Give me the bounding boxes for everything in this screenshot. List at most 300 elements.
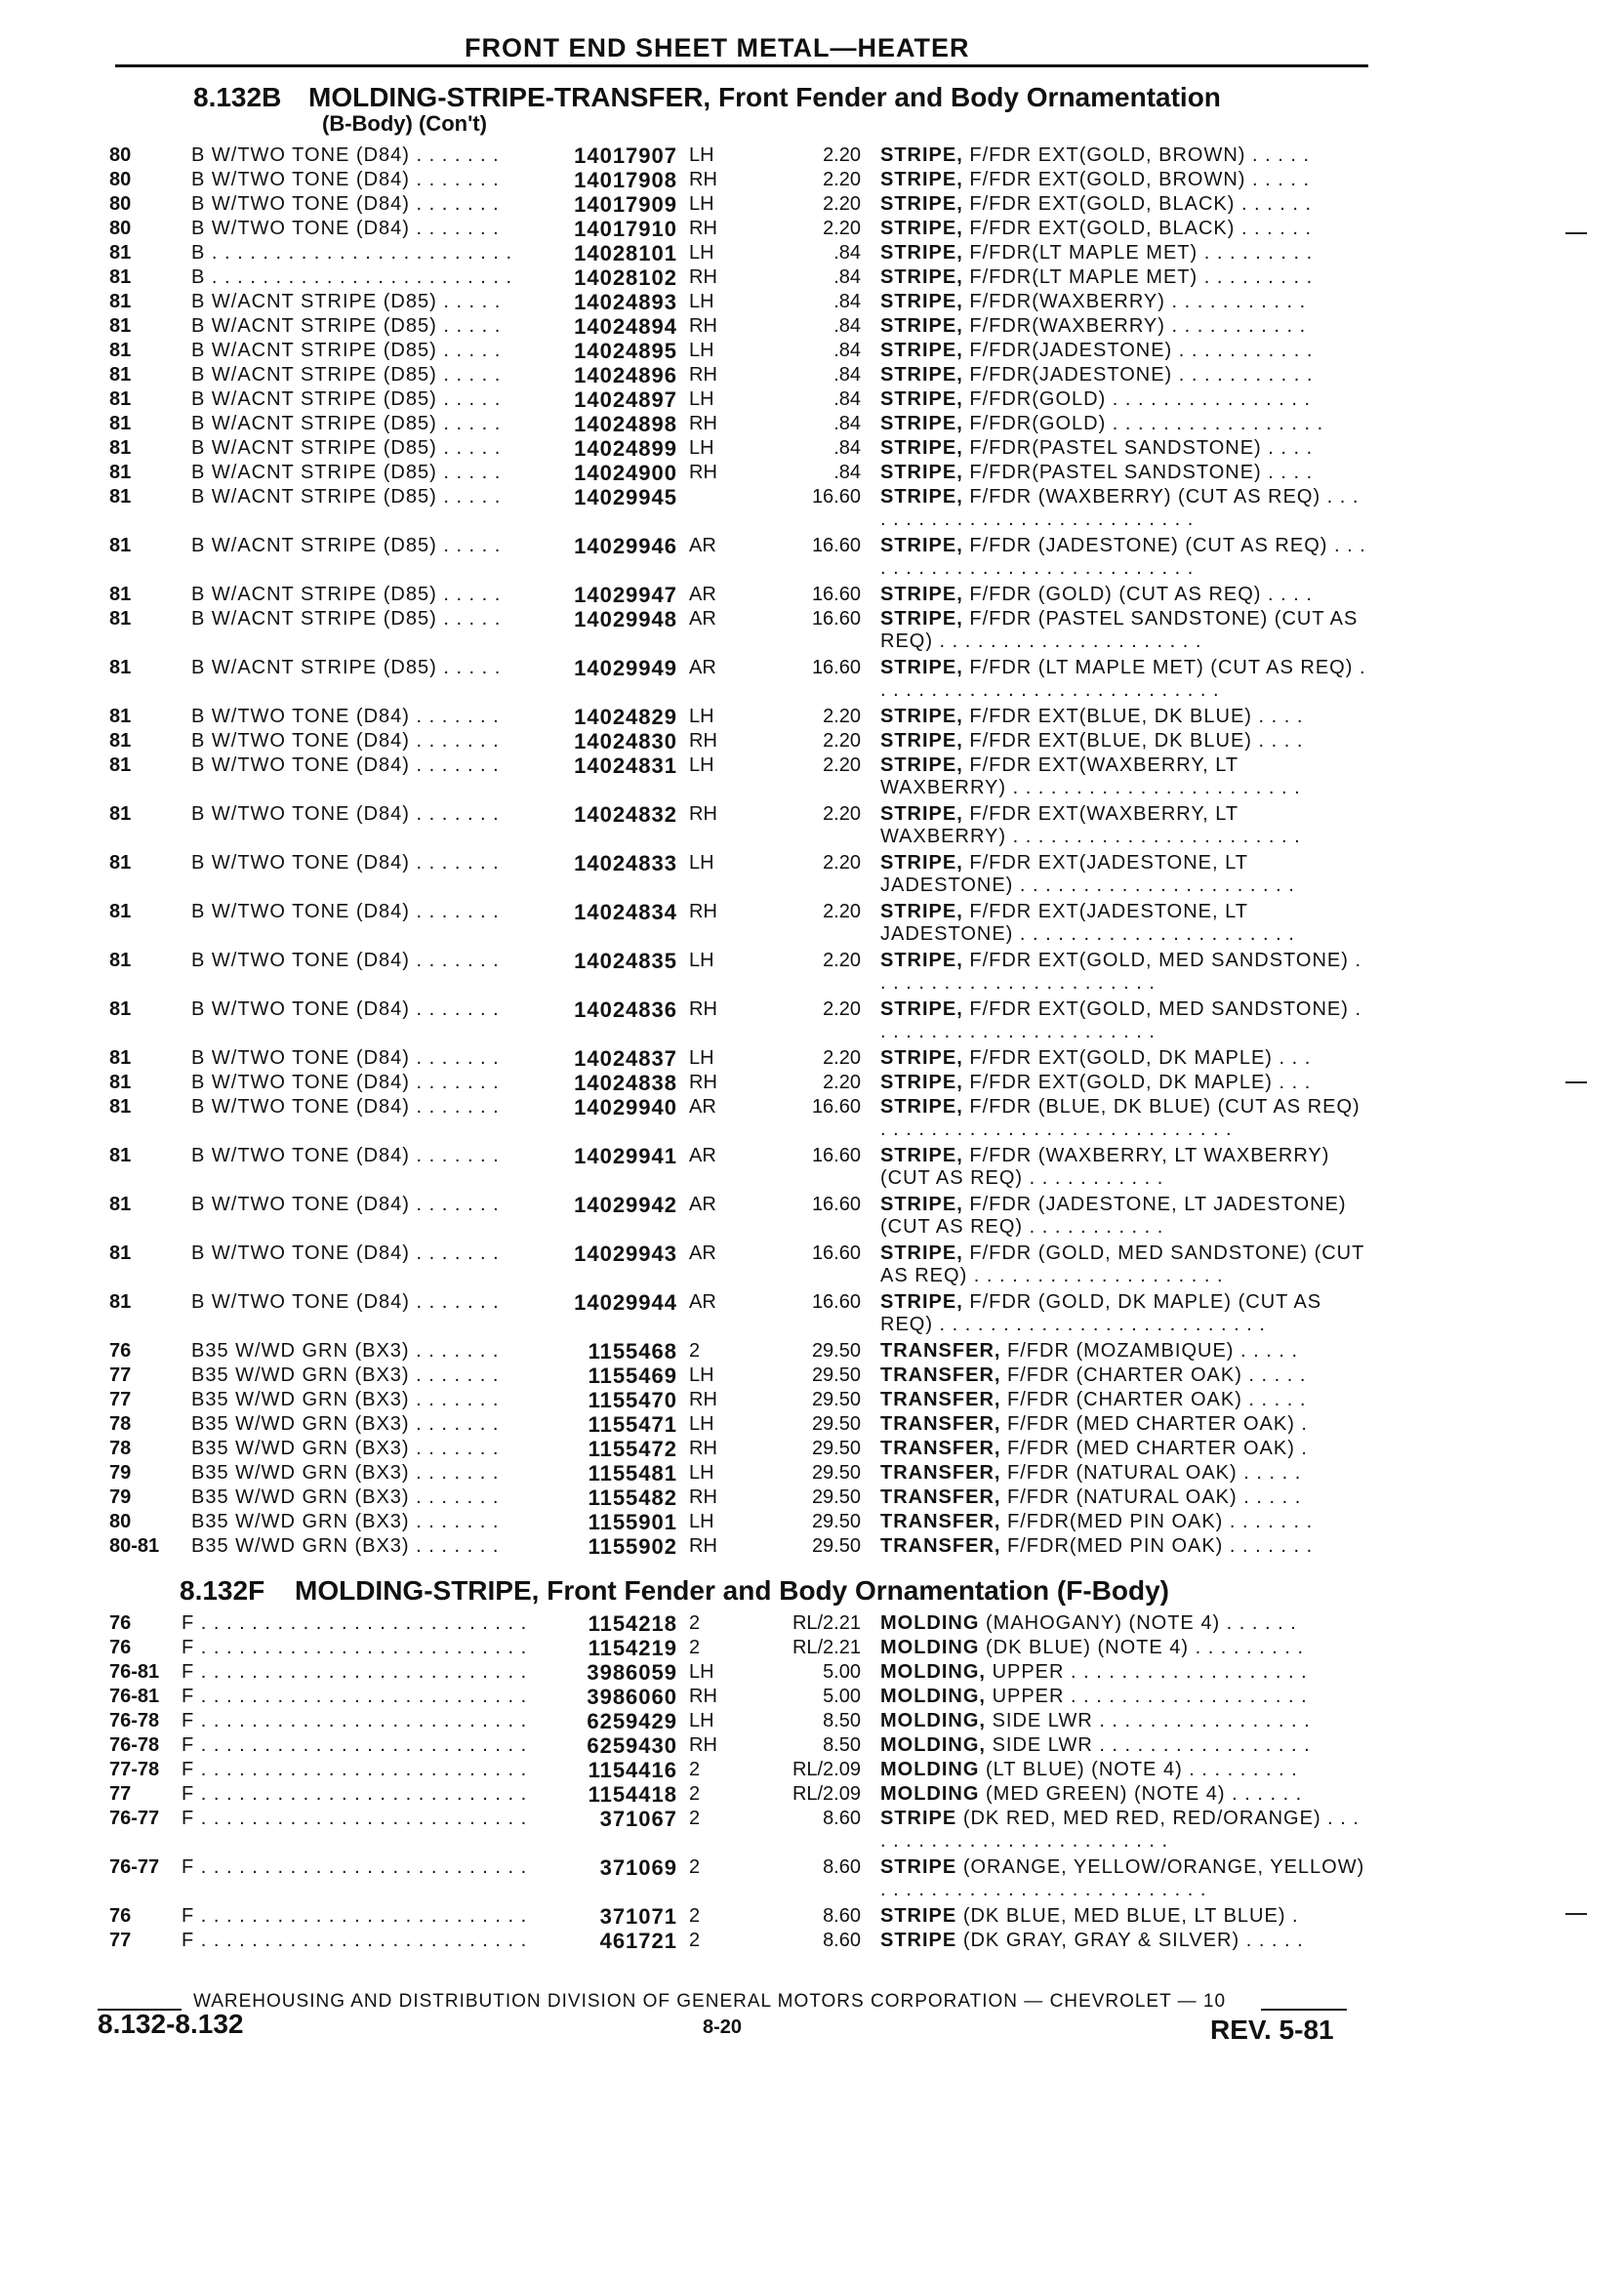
quantity-cell: RH bbox=[689, 218, 717, 239]
description-text: F/FDR EXT(GOLD, BROWN) . . . . . bbox=[969, 144, 1311, 166]
model-cell: B W/TWO TONE (D84) . . . . . . . bbox=[191, 754, 500, 776]
table-row bbox=[0, 193, 1624, 218]
description-text: F/FDR(WAXBERRY) . . . . . . . . . . . bbox=[969, 315, 1307, 337]
part-number-cell: 14024895 bbox=[574, 339, 677, 363]
model-cell: B W/ACNT STRIPE (D85) . . . . . bbox=[191, 388, 502, 410]
quantity-cell: LH bbox=[689, 706, 714, 727]
description-text: F/FDR (MED CHARTER OAK) . bbox=[1007, 1438, 1308, 1459]
description-head: TRANSFER, bbox=[880, 1511, 1001, 1532]
table-row bbox=[0, 1759, 1624, 1783]
description-cell bbox=[880, 437, 1368, 460]
description-text: F/FDR (JADESTONE) (CUT AS REQ) . . . . . . . . . . . . . . . . . . . . . . . . . . . . bbox=[880, 535, 1366, 579]
table-row bbox=[0, 901, 1624, 950]
description-cell bbox=[880, 754, 1368, 799]
price-cell: .84 bbox=[833, 266, 861, 288]
quantity-cell: LH bbox=[689, 242, 714, 264]
description-text: F/FDR (CHARTER OAK) . . . . . bbox=[1007, 1389, 1307, 1410]
price-cell: 2.20 bbox=[823, 144, 861, 166]
price-cell: 8.50 bbox=[823, 1734, 861, 1756]
description-head: STRIPE, bbox=[880, 1096, 963, 1118]
description-text: F/FDR (WAXBERRY, LT WAXBERRY) (CUT AS REQ) . . . . . . . . . . . bbox=[880, 1145, 1330, 1189]
description-text: (DK RED, MED RED, RED/ORANGE) . . . . . . . . . . . . . . . . . . . . . . . . . . bbox=[880, 1808, 1360, 1852]
model-cell: B W/ACNT STRIPE (D85) . . . . . bbox=[191, 437, 502, 459]
price-cell: 2.20 bbox=[823, 730, 861, 752]
quantity-cell: AR bbox=[689, 1291, 716, 1313]
description-text: F/FDR(WAXBERRY) . . . . . . . . . . . bbox=[969, 291, 1307, 312]
model-cell: B . . . . . . . . . . . . . . . . . . . . . . . . bbox=[191, 242, 513, 264]
part-number-cell: 14029946 bbox=[574, 534, 677, 558]
description-text: (ORANGE, YELLOW/ORANGE, YELLOW) . . . . . . . . . . . . . . . . . . . . . . . . . . bbox=[880, 1856, 1365, 1900]
year-cell: 76 bbox=[109, 1905, 132, 1927]
description-head: TRANSFER, bbox=[880, 1535, 1001, 1557]
description-cell bbox=[880, 193, 1368, 216]
table-row bbox=[0, 364, 1624, 388]
model-cell: F . . . . . . . . . . . . . . . . . . . . . . . . . . bbox=[182, 1808, 528, 1829]
model-cell: F . . . . . . . . . . . . . . . . . . . . . . . . . . bbox=[182, 1734, 528, 1756]
model-cell: B W/ACNT STRIPE (D85) . . . . . bbox=[191, 608, 502, 630]
description-text: F/FDR (LT MAPLE MET) (CUT AS REQ) . . . . . . . . . . . . . . . . . . . . . . . . . . . . bbox=[880, 657, 1366, 701]
year-cell: 77 bbox=[109, 1364, 132, 1386]
model-cell: B W/ACNT STRIPE (D85) . . . . . bbox=[191, 584, 502, 605]
year-cell: 81 bbox=[109, 388, 132, 410]
table-row bbox=[0, 462, 1624, 486]
quantity-cell: LH bbox=[689, 754, 714, 776]
quantity-cell: AR bbox=[689, 657, 716, 678]
model-cell: B W/TWO TONE (D84) . . . . . . . bbox=[191, 950, 500, 971]
part-number-cell: 14024899 bbox=[574, 436, 677, 461]
table-row bbox=[0, 242, 1624, 266]
year-cell: 77 bbox=[109, 1930, 132, 1951]
quantity-cell: RH bbox=[689, 1535, 717, 1557]
part-number-cell: 371067 bbox=[599, 1807, 677, 1831]
model-cell: B35 W/WD GRN (BX3) . . . . . . . bbox=[191, 1389, 500, 1410]
year-cell: 80 bbox=[109, 169, 132, 190]
quantity-cell: LH bbox=[689, 437, 714, 459]
table-row bbox=[0, 340, 1624, 364]
year-cell: 81 bbox=[109, 730, 132, 752]
year-cell: 81 bbox=[109, 1291, 132, 1313]
table-row bbox=[0, 1242, 1624, 1291]
quantity-cell: RH bbox=[689, 413, 717, 434]
price-cell: 29.50 bbox=[811, 1438, 861, 1459]
table-row bbox=[0, 1194, 1624, 1242]
description-cell bbox=[880, 388, 1368, 411]
part-number-cell: 371069 bbox=[599, 1855, 677, 1880]
quantity-cell: RH bbox=[689, 462, 717, 483]
description-cell bbox=[880, 950, 1368, 995]
description-cell bbox=[880, 608, 1368, 653]
model-cell: B W/ACNT STRIPE (D85) . . . . . bbox=[191, 364, 502, 386]
year-cell: 76 bbox=[109, 1612, 132, 1634]
year-cell: 76-77 bbox=[109, 1808, 160, 1829]
description-head: TRANSFER, bbox=[880, 1364, 1001, 1386]
table-row bbox=[0, 754, 1624, 803]
table-row bbox=[0, 1612, 1624, 1637]
description-head: STRIPE, bbox=[880, 852, 963, 874]
model-cell: B W/TWO TONE (D84) . . . . . . . bbox=[191, 218, 500, 239]
quantity-cell: 2 bbox=[689, 1905, 701, 1927]
part-number-cell: 3986059 bbox=[587, 1660, 677, 1685]
description-cell bbox=[880, 1194, 1368, 1239]
quantity-cell: RH bbox=[689, 266, 717, 288]
description-text: F/FDR EXT(WAXBERRY, LT WAXBERRY) . . . . . . . . . . . . . . . . . . . . . . . bbox=[880, 754, 1301, 798]
description-head: STRIPE, bbox=[880, 388, 963, 410]
part-number-cell: 6259430 bbox=[587, 1733, 677, 1758]
part-number-cell: 1155481 bbox=[588, 1461, 677, 1486]
model-cell: B W/ACNT STRIPE (D85) . . . . . bbox=[191, 535, 502, 556]
description-cell bbox=[880, 1808, 1368, 1852]
description-cell bbox=[880, 1413, 1368, 1436]
quantity-cell: LH bbox=[689, 144, 714, 166]
quantity-cell: 2 bbox=[689, 1759, 701, 1780]
description-cell bbox=[880, 413, 1368, 435]
price-cell: 5.00 bbox=[823, 1661, 861, 1683]
part-number-cell: 14017909 bbox=[574, 192, 677, 217]
description-head: STRIPE, bbox=[880, 144, 963, 166]
table-row bbox=[0, 486, 1624, 535]
description-text: F/FDR(JADESTONE) . . . . . . . . . . . bbox=[969, 364, 1314, 386]
description-text: F/FDR EXT(GOLD, BROWN) . . . . . bbox=[969, 169, 1311, 190]
description-head: STRIPE, bbox=[880, 266, 963, 288]
description-head: STRIPE, bbox=[880, 413, 963, 434]
price-cell: 2.20 bbox=[823, 998, 861, 1020]
part-number-cell: 1155902 bbox=[588, 1534, 677, 1559]
model-cell: B W/TWO TONE (D84) . . . . . . . bbox=[191, 1291, 500, 1313]
description-head: MOLDING, bbox=[880, 1686, 986, 1707]
description-head: STRIPE, bbox=[880, 340, 963, 361]
part-number-cell: 14017908 bbox=[574, 168, 677, 192]
description-cell bbox=[880, 535, 1368, 580]
description-cell bbox=[880, 1637, 1368, 1659]
year-cell: 80 bbox=[109, 218, 132, 239]
price-cell: .84 bbox=[833, 462, 861, 483]
year-cell: 81 bbox=[109, 1194, 132, 1215]
year-cell: 81 bbox=[109, 608, 132, 630]
table-row bbox=[0, 852, 1624, 901]
description-text: F/FDR(JADESTONE) . . . . . . . . . . . bbox=[969, 340, 1314, 361]
part-number-cell: 14024893 bbox=[574, 290, 677, 314]
model-cell: F . . . . . . . . . . . . . . . . . . . . . . . . . . bbox=[182, 1637, 528, 1658]
year-cell: 81 bbox=[109, 950, 132, 971]
description-cell bbox=[880, 291, 1368, 313]
part-number-cell: 14029945 bbox=[574, 485, 677, 509]
model-cell: B W/TWO TONE (D84) . . . . . . . bbox=[191, 144, 500, 166]
description-text: F/FDR EXT(GOLD, DK MAPLE) . . . bbox=[969, 1047, 1312, 1069]
price-cell: 16.60 bbox=[811, 535, 861, 556]
price-cell: RL/2.21 bbox=[792, 1612, 861, 1634]
table-row bbox=[0, 144, 1624, 169]
description-cell bbox=[880, 144, 1368, 167]
model-cell: F . . . . . . . . . . . . . . . . . . . . . . . . . . bbox=[182, 1856, 528, 1878]
description-cell bbox=[880, 1661, 1368, 1684]
year-cell: 76-81 bbox=[109, 1686, 160, 1707]
part-number-cell: 371071 bbox=[599, 1904, 677, 1929]
year-cell: 80 bbox=[109, 193, 132, 215]
model-cell: B W/TWO TONE (D84) . . . . . . . bbox=[191, 1096, 500, 1118]
year-cell: 81 bbox=[109, 437, 132, 459]
price-cell: 29.50 bbox=[811, 1486, 861, 1508]
quantity-cell: LH bbox=[689, 1364, 714, 1386]
part-number-cell: 14029941 bbox=[574, 1144, 677, 1168]
description-head: TRANSFER, bbox=[880, 1486, 1001, 1508]
year-cell: 78 bbox=[109, 1438, 132, 1459]
model-cell: B W/TWO TONE (D84) . . . . . . . bbox=[191, 901, 500, 922]
price-cell: 16.60 bbox=[811, 608, 861, 630]
description-text: F/FDR EXT(GOLD, DK MAPLE) . . . bbox=[969, 1072, 1312, 1093]
table-row bbox=[0, 1734, 1624, 1759]
description-cell bbox=[880, 852, 1368, 897]
price-cell: RL/2.09 bbox=[792, 1783, 861, 1805]
table-row bbox=[0, 1637, 1624, 1661]
model-cell: B W/ACNT STRIPE (D85) . . . . . bbox=[191, 413, 502, 434]
description-cell bbox=[880, 1462, 1368, 1485]
section-b-code: 8.132B bbox=[193, 82, 282, 112]
part-number-cell: 14017907 bbox=[574, 143, 677, 168]
description-text: F/FDR (MOZAMBIQUE) . . . . . bbox=[1007, 1340, 1299, 1362]
price-cell: .84 bbox=[833, 291, 861, 312]
margin-mark bbox=[1565, 1913, 1587, 1915]
price-cell: 2.20 bbox=[823, 950, 861, 971]
quantity-cell: AR bbox=[689, 584, 716, 605]
model-cell: F . . . . . . . . . . . . . . . . . . . . . . . . . . bbox=[182, 1783, 528, 1805]
model-cell: B W/TWO TONE (D84) . . . . . . . bbox=[191, 1242, 500, 1264]
description-head: STRIPE, bbox=[880, 1291, 963, 1313]
year-cell: 78 bbox=[109, 1413, 132, 1435]
model-cell: B35 W/WD GRN (BX3) . . . . . . . bbox=[191, 1462, 500, 1484]
price-cell: 8.50 bbox=[823, 1710, 861, 1731]
part-number-cell: 1155482 bbox=[588, 1486, 677, 1510]
price-cell: 2.20 bbox=[823, 706, 861, 727]
table-row bbox=[0, 730, 1624, 754]
description-text: SIDE LWR . . . . . . . . . . . . . . . . . bbox=[992, 1710, 1311, 1731]
section-f-code: 8.132F bbox=[180, 1575, 265, 1606]
description-cell bbox=[880, 462, 1368, 484]
quantity-cell: RH bbox=[689, 315, 717, 337]
table-row bbox=[0, 1856, 1624, 1905]
quantity-cell: LH bbox=[689, 950, 714, 971]
quantity-cell: 2 bbox=[689, 1808, 701, 1829]
section-f-table bbox=[0, 1612, 1624, 1954]
description-cell bbox=[880, 1511, 1368, 1533]
year-cell: 76-81 bbox=[109, 1661, 160, 1683]
description-head: TRANSFER, bbox=[880, 1438, 1001, 1459]
description-head: MOLDING bbox=[880, 1637, 980, 1658]
description-text: F/FDR EXT(BLUE, DK BLUE) . . . . bbox=[969, 730, 1304, 752]
margin-mark bbox=[1565, 232, 1587, 234]
description-text: F/FDR (CHARTER OAK) . . . . . bbox=[1007, 1364, 1307, 1386]
model-cell: B W/ACNT STRIPE (D85) . . . . . bbox=[191, 486, 502, 508]
description-text: F/FDR(GOLD) . . . . . . . . . . . . . . . . bbox=[969, 388, 1312, 410]
quantity-cell: RH bbox=[689, 901, 717, 922]
price-cell: 2.20 bbox=[823, 1072, 861, 1093]
section-b-title bbox=[193, 82, 1221, 113]
description-text: F/FDR(PASTEL SANDSTONE) . . . . bbox=[969, 437, 1314, 459]
description-cell bbox=[880, 1612, 1368, 1635]
description-text: F/FDR(MED PIN OAK) . . . . . . . bbox=[1007, 1511, 1314, 1532]
part-number-cell: 14024831 bbox=[574, 753, 677, 778]
quantity-cell: 2 bbox=[689, 1637, 701, 1658]
description-text: F/FDR (NATURAL OAK) . . . . . bbox=[1007, 1486, 1302, 1508]
year-cell: 81 bbox=[109, 803, 132, 825]
model-cell: F . . . . . . . . . . . . . . . . . . . . . . . . . . bbox=[182, 1759, 528, 1780]
description-text: F/FDR EXT(WAXBERRY, LT WAXBERRY) . . . . . . . . . . . . . . . . . . . . . . . bbox=[880, 803, 1301, 847]
description-cell bbox=[880, 1047, 1368, 1070]
description-cell bbox=[880, 1734, 1368, 1757]
price-cell: 16.60 bbox=[811, 1145, 861, 1166]
year-cell: 81 bbox=[109, 901, 132, 922]
description-head: STRIPE bbox=[880, 1856, 957, 1878]
model-cell: F . . . . . . . . . . . . . . . . . . . . . . . . . . bbox=[182, 1710, 528, 1731]
description-text: (DK GRAY, GRAY & SILVER) . . . . . bbox=[962, 1930, 1304, 1951]
model-cell: B W/TWO TONE (D84) . . . . . . . bbox=[191, 803, 500, 825]
description-text: (DK BLUE) (NOTE 4) . . . . . . . . . bbox=[986, 1637, 1305, 1658]
header-rule bbox=[115, 64, 1368, 67]
description-cell bbox=[880, 1783, 1368, 1806]
price-cell: 8.60 bbox=[823, 1905, 861, 1927]
section-b-table bbox=[0, 144, 1624, 1560]
description-head: STRIPE, bbox=[880, 584, 963, 605]
part-number-cell: 14024894 bbox=[574, 314, 677, 339]
model-cell: B W/TWO TONE (D84) . . . . . . . bbox=[191, 193, 500, 215]
footer-division: WAREHOUSING AND DISTRIBUTION DIVISION OF GENERAL MOTORS CORPORATION — CHEVROLET — 10 bbox=[193, 1991, 1227, 2012]
section-f-title bbox=[180, 1575, 1169, 1607]
description-head: STRIPE, bbox=[880, 608, 963, 630]
year-cell: 81 bbox=[109, 413, 132, 434]
price-cell: 2.20 bbox=[823, 754, 861, 776]
year-cell: 77-78 bbox=[109, 1759, 160, 1780]
quantity-cell: 2 bbox=[689, 1783, 701, 1805]
part-number-cell: 1155469 bbox=[588, 1364, 677, 1388]
footer-page-range: 8.132-8.132 bbox=[98, 2009, 244, 2039]
description-head: MOLDING bbox=[880, 1612, 980, 1634]
description-text: F/FDR(GOLD) . . . . . . . . . . . . . . . . . bbox=[969, 413, 1324, 434]
price-cell: .84 bbox=[833, 340, 861, 361]
year-cell: 79 bbox=[109, 1462, 132, 1484]
quantity-cell: LH bbox=[689, 852, 714, 874]
quantity-cell: AR bbox=[689, 1096, 716, 1118]
description-cell bbox=[880, 218, 1368, 240]
description-text: F/FDR EXT(GOLD, BLACK) . . . . . . bbox=[969, 218, 1313, 239]
part-number-cell: 14024830 bbox=[574, 729, 677, 753]
description-cell bbox=[880, 803, 1368, 848]
model-cell: F . . . . . . . . . . . . . . . . . . . . . . . . . . bbox=[182, 1686, 528, 1707]
description-cell bbox=[880, 1856, 1368, 1901]
table-row bbox=[0, 657, 1624, 706]
table-row bbox=[0, 291, 1624, 315]
quantity-cell: LH bbox=[689, 1047, 714, 1069]
year-cell: 81 bbox=[109, 315, 132, 337]
quantity-cell: LH bbox=[689, 1511, 714, 1532]
price-cell: 8.60 bbox=[823, 1930, 861, 1951]
quantity-cell: LH bbox=[689, 1462, 714, 1484]
year-cell: 77 bbox=[109, 1783, 132, 1805]
price-cell: 5.00 bbox=[823, 1686, 861, 1707]
price-cell: .84 bbox=[833, 388, 861, 410]
table-row bbox=[0, 1145, 1624, 1194]
part-number-cell: 14024838 bbox=[574, 1071, 677, 1095]
description-cell bbox=[880, 266, 1368, 289]
description-head: STRIPE, bbox=[880, 364, 963, 386]
part-number-cell: 1155470 bbox=[588, 1388, 677, 1412]
table-row bbox=[0, 1686, 1624, 1710]
description-text: F/FDR (MED CHARTER OAK) . bbox=[1007, 1413, 1308, 1435]
description-cell bbox=[880, 1759, 1368, 1781]
year-cell: 80 bbox=[109, 144, 132, 166]
part-number-cell: 14029944 bbox=[574, 1290, 677, 1315]
table-row bbox=[0, 388, 1624, 413]
table-row bbox=[0, 1783, 1624, 1808]
footer-revision: REV. 5-81 bbox=[1210, 2015, 1334, 2045]
quantity-cell: AR bbox=[689, 535, 716, 556]
model-cell: B W/TWO TONE (D84) . . . . . . . bbox=[191, 1194, 500, 1215]
part-number-cell: 14029947 bbox=[574, 583, 677, 607]
description-cell bbox=[880, 315, 1368, 338]
description-text: F/FDR(MED PIN OAK) . . . . . . . bbox=[1007, 1535, 1314, 1557]
part-number-cell: 14024896 bbox=[574, 363, 677, 387]
table-row bbox=[0, 1096, 1624, 1145]
part-number-cell: 14024836 bbox=[574, 998, 677, 1022]
quantity-cell: LH bbox=[689, 1661, 714, 1683]
quantity-cell: AR bbox=[689, 1145, 716, 1166]
model-cell: B W/ACNT STRIPE (D85) . . . . . bbox=[191, 340, 502, 361]
description-text: F/FDR (PASTEL SANDSTONE) (CUT AS REQ) . . . . . . . . . . . . . . . . . . . . . bbox=[880, 608, 1359, 652]
part-number-cell: 1155471 bbox=[588, 1412, 677, 1437]
table-row bbox=[0, 266, 1624, 291]
description-head: MOLDING bbox=[880, 1759, 980, 1780]
model-cell: B W/ACNT STRIPE (D85) . . . . . bbox=[191, 657, 502, 678]
description-cell bbox=[880, 1291, 1368, 1336]
year-cell: 77 bbox=[109, 1389, 132, 1410]
description-text: (DK BLUE, MED BLUE, LT BLUE) . bbox=[962, 1905, 1299, 1927]
description-cell bbox=[880, 1340, 1368, 1363]
description-text: F/FDR (GOLD, MED SANDSTONE) (CUT AS REQ) . . . . . . . . . . . . . . . . . . . . bbox=[880, 1242, 1364, 1286]
part-number-cell: 14028101 bbox=[574, 241, 677, 265]
quantity-cell: LH bbox=[689, 388, 714, 410]
description-cell bbox=[880, 169, 1368, 191]
description-head: STRIPE, bbox=[880, 242, 963, 264]
table-row bbox=[0, 1661, 1624, 1686]
model-cell: B W/TWO TONE (D84) . . . . . . . bbox=[191, 998, 500, 1020]
description-cell bbox=[880, 1905, 1368, 1928]
description-head: STRIPE, bbox=[880, 803, 963, 825]
quantity-cell: RH bbox=[689, 169, 717, 190]
description-head: STRIPE, bbox=[880, 1072, 963, 1093]
part-number-cell: 14024832 bbox=[574, 802, 677, 827]
part-number-cell: 14029948 bbox=[574, 607, 677, 631]
price-cell: 16.60 bbox=[811, 584, 861, 605]
description-head: STRIPE bbox=[880, 1808, 957, 1829]
description-head: MOLDING, bbox=[880, 1710, 986, 1731]
description-head: STRIPE, bbox=[880, 901, 963, 922]
table-row bbox=[0, 608, 1624, 657]
description-text: (MAHOGANY) (NOTE 4) . . . . . . bbox=[986, 1612, 1297, 1634]
margin-mark bbox=[1565, 1081, 1587, 1083]
quantity-cell: 2 bbox=[689, 1340, 701, 1362]
price-cell: 16.60 bbox=[811, 1291, 861, 1313]
model-cell: B35 W/WD GRN (BX3) . . . . . . . bbox=[191, 1340, 500, 1362]
section-b-subtitle: (B-Body) (Con't) bbox=[322, 111, 487, 136]
quantity-cell: LH bbox=[689, 1413, 714, 1435]
description-cell bbox=[880, 1710, 1368, 1732]
quantity-cell: 2 bbox=[689, 1612, 701, 1634]
description-head: TRANSFER, bbox=[880, 1462, 1001, 1484]
year-cell: 81 bbox=[109, 340, 132, 361]
quantity-cell: LH bbox=[689, 291, 714, 312]
year-cell: 76-77 bbox=[109, 1856, 160, 1878]
table-row bbox=[0, 1808, 1624, 1856]
section-b-heading: MOLDING-STRIPE-TRANSFER, Front Fender and Body Ornamentation bbox=[308, 82, 1221, 112]
table-row bbox=[0, 218, 1624, 242]
